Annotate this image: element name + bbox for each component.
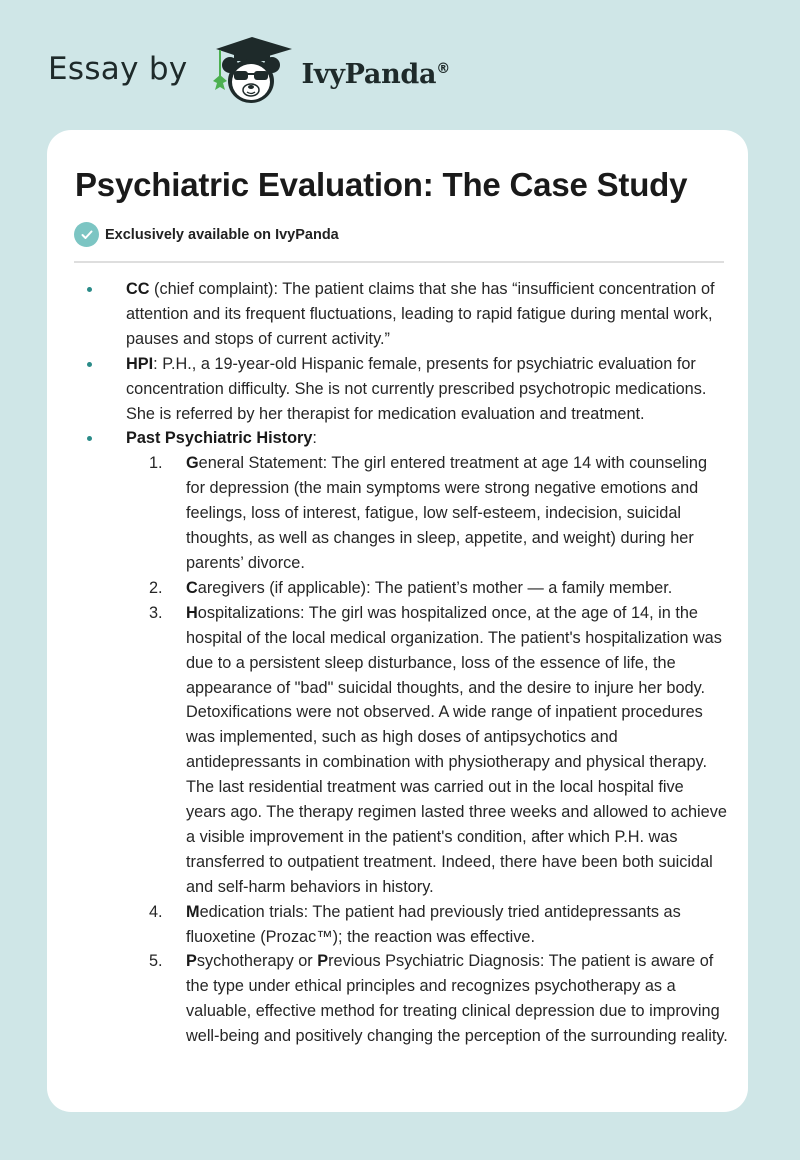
item-text: eneral Statement: The girl entered treatment at age 14 with counseling for depression (the main symptoms were strong negative emotions and feelings, loss of interest, fatigue, low self-esteem, indecision, suicidal thoughts, as well as changes in sleep, appetite, and weight) during her parents’ divorce. <box>186 454 708 572</box>
item-text: aregivers (if applicable): The patient’s mother — a family member. <box>197 578 673 597</box>
sublist-item-general-statement <box>126 451 728 576</box>
bullet-icon <box>87 362 92 367</box>
site-header <box>48 36 450 106</box>
panda-graduation-cap-icon <box>206 35 298 107</box>
item-initial: P <box>186 952 197 971</box>
list-item-past-psychiatric-history <box>47 426 748 1049</box>
item-label: HPI <box>126 354 154 373</box>
item-label: CC <box>126 280 150 298</box>
exclusive-badge <box>74 222 339 247</box>
item-number: 5. <box>149 952 163 971</box>
page-title: Psychiatric Evaluation: The Case Study <box>75 166 688 203</box>
divider <box>74 261 724 263</box>
essay-card <box>47 130 748 1112</box>
item-text: edication trials: The patient had previously tried antidepressants as fluoxetine (Prozac™); the reaction was effective. <box>186 902 681 946</box>
list-item-hpi <box>47 352 748 427</box>
item-initial: P <box>317 952 329 971</box>
item-initial: G <box>186 454 199 473</box>
brand-name[interactable]: IvyPanda® <box>301 58 450 90</box>
item-initial: M <box>186 902 200 921</box>
item-text: : P.H., a 19-year-old Hispanic female, presents for psychiatric evaluation for concentration difficulty. She is not currently prescribed psychotropic medications. She is referred by her therapist for medication evaluation and treatment. <box>126 354 707 423</box>
bullet-icon <box>87 287 92 292</box>
item-text: sychotherapy or <box>196 952 318 971</box>
badge-label: Exclusively available on IvyPanda <box>105 226 339 243</box>
bullet-icon <box>87 436 92 441</box>
item-text: revious Psychiatric Diagnosis: The patient is aware of the type under ethical principles and recognizes psychotherapy as a valuable, effective method for treating clinical depression due to improving well-being and positively changing the perception of the surrounding reality. <box>186 952 728 1046</box>
sublist-item-psychotherapy <box>126 949 728 1049</box>
item-text: ospitalizations: The girl was hospitalized once, at the age of 14, in the hospital of the local medical organization. The patient's hospitalization was due to a persistent sleep disturbance, loss of the essence of life, the appearance of "bad" suicidal thoughts, and the desire to injure her body. Detoxifications were not observed. A wide range of inpatient procedures was implemented, such as high doses of antipsychotics and antidepressants in combination with physiotherapy and physical therapy. The last residential treatment was carried out in the local hospital five years ago. The therapy regimen lasted three weeks and allowed to achieve a visible improvement in the patient's condition, after which P.H. was transferred to outpatient treatment. Indeed, there have been both suicidal and self-harm behaviors in history. <box>186 603 727 896</box>
list-item-cc <box>47 277 748 352</box>
sublist-item-hospitalizations <box>126 601 728 900</box>
item-number: 1. <box>149 454 163 473</box>
evaluation-list <box>47 277 748 1049</box>
sublist-item-medication-trials <box>126 900 728 950</box>
essay-body <box>47 277 748 1049</box>
essay-by-label: Essay by <box>48 51 188 87</box>
item-initial: H <box>186 603 198 622</box>
item-text: (chief complaint): The patient claims that she has “insufficient concentration of attention and its frequent fluctuations, leading to rapid fatigue during mental work, pauses and stops of current activity.” <box>126 280 715 348</box>
item-number: 3. <box>149 603 163 622</box>
item-initial: C <box>186 578 198 597</box>
item-text: : <box>312 429 317 448</box>
checkmark-icon <box>74 222 99 247</box>
item-label: Past Psychiatric History <box>126 429 313 448</box>
history-sublist <box>126 451 728 1049</box>
item-number: 4. <box>149 902 163 921</box>
sublist-item-caregivers <box>126 576 728 601</box>
item-number: 2. <box>149 578 163 597</box>
